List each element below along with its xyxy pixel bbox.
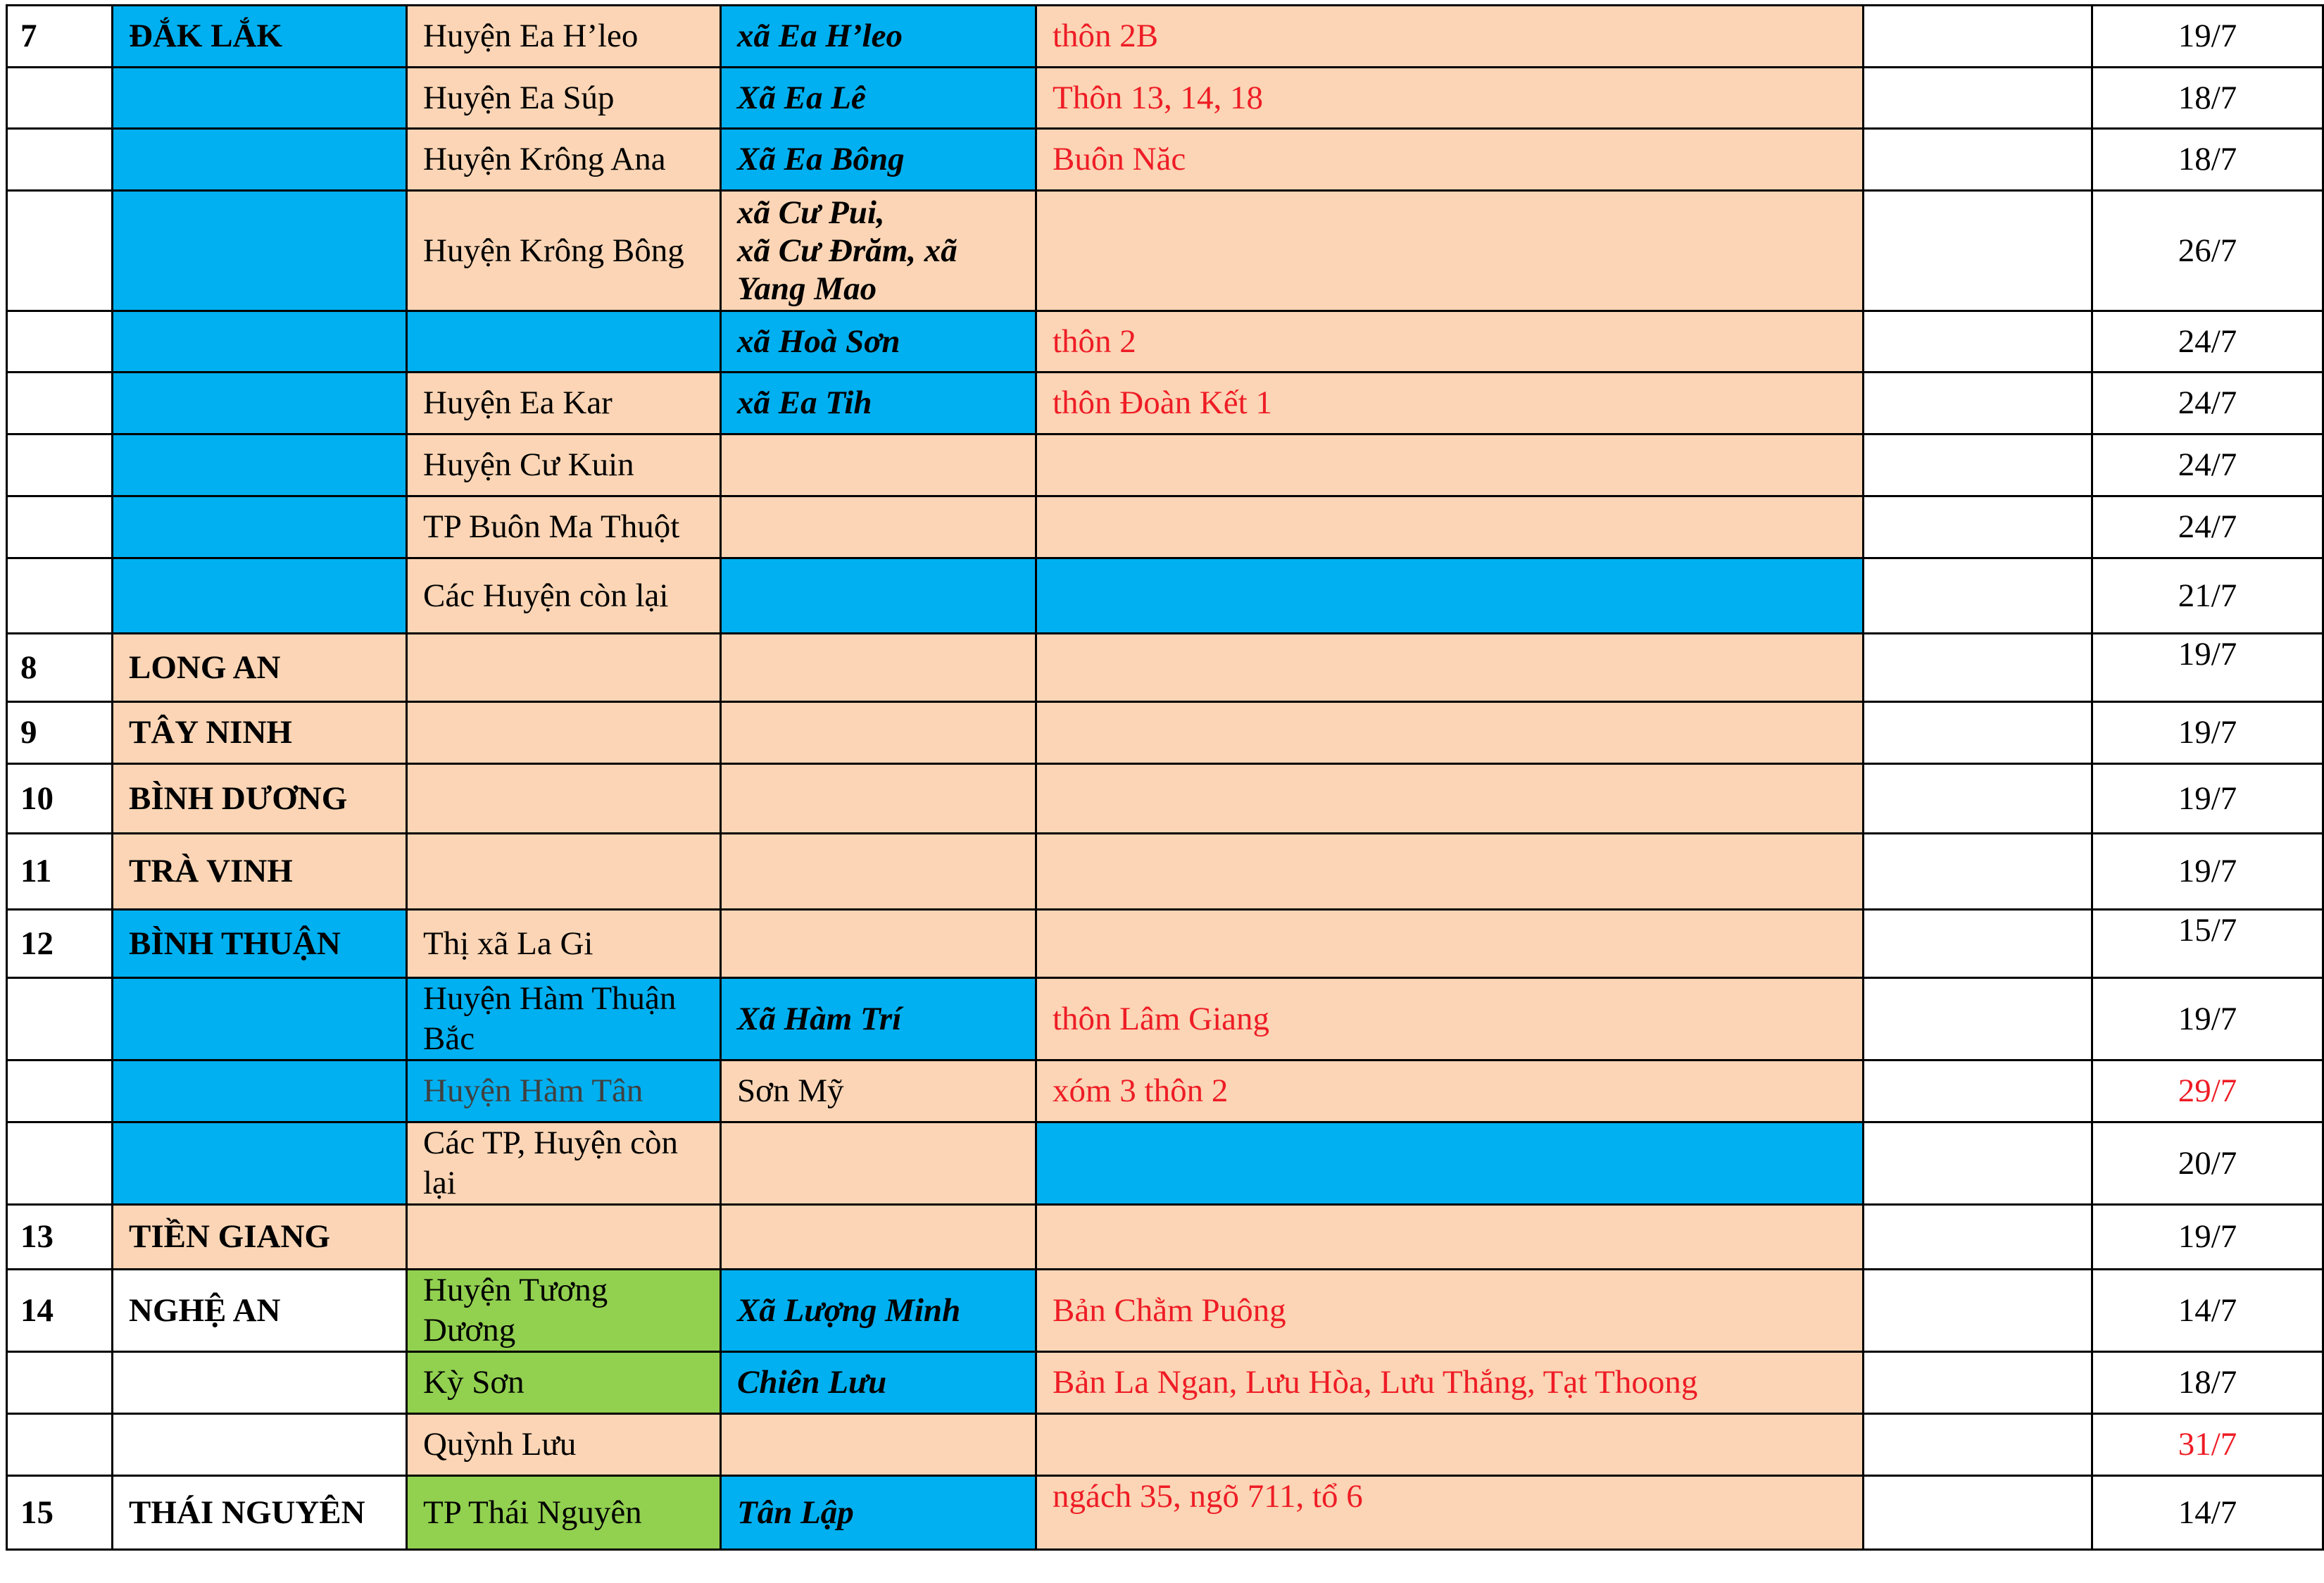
date-cell: 26/7 [2092,191,2323,311]
date-cell: 19/7 [2092,834,2323,910]
stt-cell: 7 [7,6,113,68]
date-cell: 21/7 [2092,558,2323,634]
district-cell [407,1205,721,1270]
province-cell [113,129,407,191]
area-cell [1036,496,1864,558]
province-cell [113,68,407,129]
table-row [7,834,2323,910]
stt-cell: 14 [7,1270,113,1352]
blank-cell [1864,910,2092,978]
province-cell: TRÀ VINH [113,834,407,910]
ward-cell [721,1205,1036,1270]
district-cell: Huyện Ea H’leo [407,6,721,68]
ward-cell [721,764,1036,834]
province-cell [113,1414,407,1476]
district-cell [407,702,721,764]
area-cell: xóm 3 thôn 2 [1036,1060,1864,1122]
district-cell: Huyện Cư Kuin [407,434,721,496]
blank-cell [1864,1352,2092,1414]
date-cell: 24/7 [2092,434,2323,496]
district-cell: Các Huyện còn lại [407,558,721,634]
area-cell: thôn 2B [1036,6,1864,68]
area-cell [1036,1414,1864,1476]
table-row [7,1270,2323,1352]
stt-cell [7,311,113,373]
date-cell: 19/7 [2092,702,2323,764]
ward-cell [721,558,1036,634]
area-cell: Bản La Ngan, Lưu Hòa, Lưu Thắng, Tạt Thoong [1036,1352,1864,1414]
district-cell: Huyện Hàm Tân [407,1060,721,1122]
province-cell: ĐẮK LẮK [113,6,407,68]
district-cell: Quỳnh Lưu [407,1414,721,1476]
table-row [7,1205,2323,1270]
district-cell: Huyện Tương Dương [407,1270,721,1352]
stt-cell: 12 [7,910,113,978]
ward-cell: xã Cư Pui, xã Cư Đrăm, xã Yang Mao [721,191,1036,311]
district-cell: Kỳ Sơn [407,1352,721,1414]
area-cell: Thôn 13, 14, 18 [1036,68,1864,129]
stt-cell [7,1122,113,1205]
blank-cell [1864,191,2092,311]
ward-cell [721,634,1036,702]
district-cell [407,634,721,702]
district-cell [407,311,721,373]
province-cell: BÌNH THUẬN [113,910,407,978]
blank-cell [1864,1060,2092,1122]
table-row [7,764,2323,834]
province-cell: TIỀN GIANG [113,1205,407,1270]
province-cell: BÌNH DƯƠNG [113,764,407,834]
table-row [7,191,2323,311]
area-cell: thôn 2 [1036,311,1864,373]
area-cell [1036,191,1864,311]
blank-cell [1864,634,2092,702]
stt-cell [7,496,113,558]
blank-cell [1864,129,2092,191]
district-cell: Các TP, Huyện còn lại [407,1122,721,1205]
blank-cell [1864,373,2092,434]
province-cell [113,496,407,558]
province-cell [113,558,407,634]
area-cell: thôn Đoàn Kết 1 [1036,373,1864,434]
province-cell [113,191,407,311]
date-cell: 15/7 [2092,910,2323,978]
table-row [7,1352,2323,1414]
district-cell: TP Thái Nguyên [407,1476,721,1550]
blank-cell [1864,496,2092,558]
table-row [7,68,2323,129]
date-cell: 19/7 [2092,978,2323,1060]
blank-cell [1864,702,2092,764]
date-cell: 18/7 [2092,129,2323,191]
stt-cell [7,1060,113,1122]
stt-cell [7,373,113,434]
district-cell: Thị xã La Gi [407,910,721,978]
table-row [7,634,2323,702]
area-cell: thôn Lâm Giang [1036,978,1864,1060]
blank-cell [1864,311,2092,373]
area-cell [1036,558,1864,634]
area-cell [1036,1122,1864,1205]
ward-cell: Sơn Mỹ [721,1060,1036,1122]
table-row [7,434,2323,496]
ward-cell [721,910,1036,978]
table-row [7,373,2323,434]
date-cell: 18/7 [2092,1352,2323,1414]
ward-cell: Chiên Lưu [721,1352,1036,1414]
ward-cell: Xã Ea Bông [721,129,1036,191]
province-cell: NGHỆ AN [113,1270,407,1352]
ward-cell: Tân Lập [721,1476,1036,1550]
province-cell [113,1122,407,1205]
date-cell: 14/7 [2092,1476,2323,1550]
table-row [7,702,2323,764]
table-row [7,1414,2323,1476]
stt-cell [7,978,113,1060]
area-cell [1036,764,1864,834]
ward-cell [721,1122,1036,1205]
blank-cell [1864,558,2092,634]
district-cell: Huyện Ea Súp [407,68,721,129]
ward-cell [721,834,1036,910]
date-cell: 14/7 [2092,1270,2323,1352]
district-cell: Huyện Hàm Thuận Bắc [407,978,721,1060]
table-row [7,129,2323,191]
ward-cell: Xã Lượng Minh [721,1270,1036,1352]
ward-cell: xã Hoà Sơn [721,311,1036,373]
ward-cell [721,702,1036,764]
stt-cell: 8 [7,634,113,702]
stt-cell [7,434,113,496]
stt-cell: 13 [7,1205,113,1270]
stt-cell: 15 [7,1476,113,1550]
stt-cell [7,68,113,129]
area-cell: Buôn Năc [1036,129,1864,191]
district-cell [407,764,721,834]
ward-cell [721,434,1036,496]
table-row [7,1122,2323,1205]
outbreak-table [6,4,2324,1551]
province-cell [113,1060,407,1122]
date-cell: 24/7 [2092,311,2323,373]
blank-cell [1864,68,2092,129]
province-cell [113,373,407,434]
date-cell: 18/7 [2092,68,2323,129]
stt-cell [7,1414,113,1476]
district-cell: TP Buôn Ma Thuột [407,496,721,558]
ward-cell: Xã Ea Lê [721,68,1036,129]
area-cell: ngách 35, ngõ 711, tổ 6 [1036,1476,1864,1550]
date-cell: 24/7 [2092,373,2323,434]
blank-cell [1864,1476,2092,1550]
province-cell: LONG AN [113,634,407,702]
district-cell [407,834,721,910]
stt-cell [7,129,113,191]
table-row [7,978,2323,1060]
date-cell: 31/7 [2092,1414,2323,1476]
ward-cell: Xã Hàm Trí [721,978,1036,1060]
table-row [7,1060,2323,1122]
area-cell: Bản Chằm Puông [1036,1270,1864,1352]
blank-cell [1864,434,2092,496]
province-cell [113,978,407,1060]
blank-cell [1864,1205,2092,1270]
ward-cell [721,496,1036,558]
province-cell: TÂY NINH [113,702,407,764]
district-cell: Huyện Krông Bông [407,191,721,311]
province-cell [113,311,407,373]
ward-cell: xã Ea Tih [721,373,1036,434]
stt-cell [7,1352,113,1414]
stt-cell: 11 [7,834,113,910]
table-row [7,1476,2323,1550]
date-cell: 19/7 [2092,1205,2323,1270]
date-cell: 29/7 [2092,1060,2323,1122]
stt-cell [7,191,113,311]
stt-cell: 9 [7,702,113,764]
area-cell [1036,702,1864,764]
ward-cell [721,1414,1036,1476]
table-row [7,6,2323,68]
province-cell: THÁI NGUYÊN [113,1476,407,1550]
date-cell: 19/7 [2092,634,2323,702]
blank-cell [1864,764,2092,834]
blank-cell [1864,978,2092,1060]
table-row [7,496,2323,558]
area-cell [1036,634,1864,702]
blank-cell [1864,6,2092,68]
date-cell: 19/7 [2092,764,2323,834]
table-row [7,910,2323,978]
province-cell [113,434,407,496]
area-cell [1036,434,1864,496]
blank-cell [1864,1414,2092,1476]
blank-cell [1864,834,2092,910]
table-body [7,6,2323,1550]
stt-cell: 10 [7,764,113,834]
table-row [7,558,2323,634]
table-row [7,311,2323,373]
stt-cell [7,558,113,634]
date-cell: 19/7 [2092,6,2323,68]
date-cell: 24/7 [2092,496,2323,558]
blank-cell [1864,1122,2092,1205]
province-cell [113,1352,407,1414]
area-cell [1036,1205,1864,1270]
district-cell: Huyện Ea Kar [407,373,721,434]
area-cell [1036,834,1864,910]
blank-cell [1864,1270,2092,1352]
area-cell [1036,910,1864,978]
district-cell: Huyện Krông Ana [407,129,721,191]
ward-cell: xã Ea H’leo [721,6,1036,68]
date-cell: 20/7 [2092,1122,2323,1205]
